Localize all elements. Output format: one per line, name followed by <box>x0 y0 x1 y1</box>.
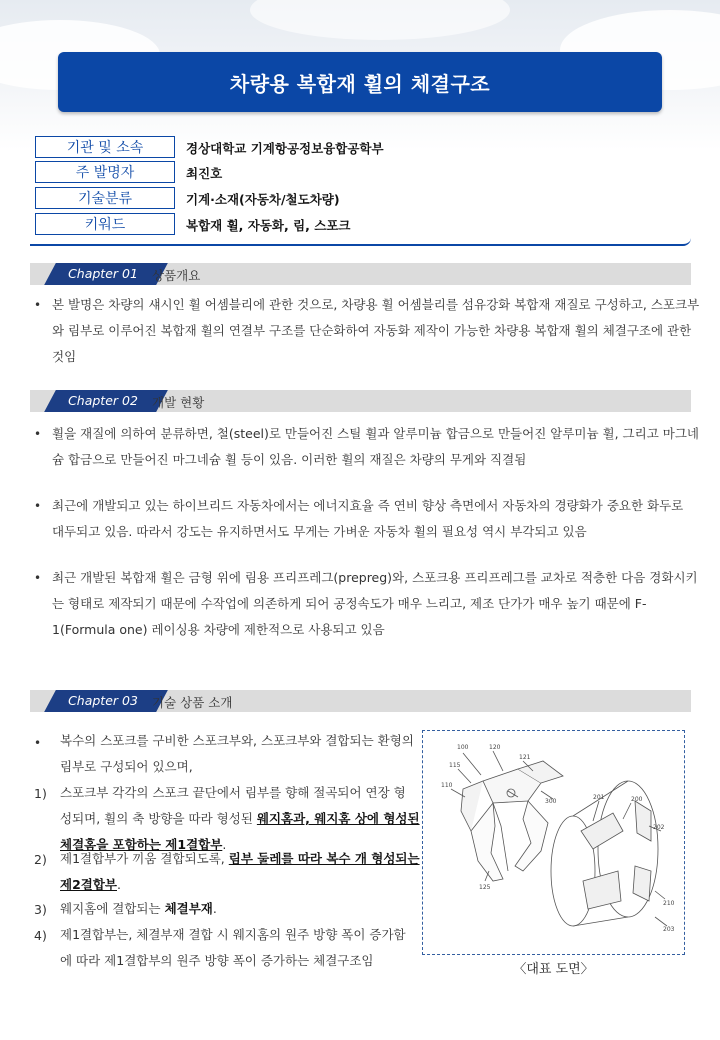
chapter-header <box>30 263 691 285</box>
text-run: . <box>117 877 121 892</box>
figure-label: 300 <box>545 798 557 805</box>
text-run: 성되며, 휠의 축 방향을 따라 형성된 <box>60 811 257 826</box>
title-banner <box>58 52 662 112</box>
text-line: 복수의 스포크를 구비한 스포크부와, 스포크부와 결합되는 환형의 <box>60 733 414 748</box>
info-label: 기술분류 <box>35 187 175 209</box>
emphasis-text: 체결부재 <box>164 901 213 916</box>
text-line <box>60 806 420 832</box>
list-number: 2) <box>34 852 47 867</box>
info-label: 주 발명자 <box>35 161 175 183</box>
paragraph <box>52 493 683 545</box>
paragraph <box>60 728 414 780</box>
figure-label: 210 <box>663 900 675 907</box>
chapter-number: Chapter 02 <box>68 393 138 408</box>
text-line: 1(Formula one) 레이싱용 차량에 제한적으로 사용되고 있음 <box>52 622 385 637</box>
cloud-decoration <box>250 0 510 40</box>
bullet-icon: • <box>34 736 42 750</box>
paragraph <box>52 421 699 473</box>
text-line: 스포크부 각각의 스포크 끝단에서 림부를 향해 절곡되어 연장 형 <box>60 785 406 800</box>
figure-label: 200 <box>631 796 643 803</box>
chapter-number: Chapter 01 <box>68 266 138 281</box>
wheel-assembly-drawing <box>423 731 684 954</box>
figure-label: 125 <box>479 884 491 891</box>
text-run: . <box>212 901 217 916</box>
list-number: 4) <box>34 928 47 943</box>
chapter-title: 개발 현황 <box>152 395 205 410</box>
text-run: 제1결합부가 끼움 결합되도록, <box>60 851 229 866</box>
text-line: 제1결합부는, 체결부재 결합 시 웨지홈의 원주 방향 폭이 증가함 <box>60 927 406 942</box>
list-item <box>60 896 217 922</box>
text-line: 슘 합금으로 만들어진 마그네슘 휠 등이 있음. 이러한 휠의 재질은 차량의 무게와 직결됨 <box>52 452 527 467</box>
bullet-icon: • <box>34 571 42 585</box>
info-value: 기계·소재(자동차/철도차량) <box>186 192 340 207</box>
bullet-icon: • <box>34 499 42 513</box>
figure-label: 115 <box>449 762 461 769</box>
page-title: 차량용 복합재 휠의 체결구조 <box>229 71 491 96</box>
figure-label: 110 <box>441 782 453 789</box>
text-line: 는 형태로 제작되기 때문에 수작업에 의존하게 되어 공정속도가 매우 느리고, 제조 단가가 매우 높기 때문에 F- <box>52 596 647 611</box>
list-item <box>60 922 406 974</box>
chapter-header <box>30 690 691 712</box>
text-line: 최근 개발된 복합재 휠은 금형 위에 림용 프리프레그(prepreg)와, 스포크용 프리프레그를 교차로 적층한 다음 경화시키 <box>52 570 698 585</box>
text-line: 와 림부로 이루어진 복합재 휠의 연결부 구조를 단순화하여 자동화 제작이 가능한 차량용 복합재 휠의 체결구조에 관한 <box>52 323 692 338</box>
text-line: 에 따라 제1결합부의 원주 방향 폭이 증가하는 체결구조임 <box>60 953 374 968</box>
text-line <box>60 896 217 922</box>
info-value: 복합재 휠, 자동화, 림, 스포크 <box>186 218 351 233</box>
chapter-title: 기술 상품 소개 <box>152 695 233 710</box>
emphasis-text: 림부 둘레를 따라 복수 개 형성되는 <box>228 851 420 866</box>
figure-label: 120 <box>489 744 501 751</box>
text-line: 대두되고 있음. 따라서 강도는 유지하면서도 무게는 가벼운 자동차 휠의 필요성 역시 부각되고 있음 <box>52 524 587 539</box>
figure-label: 100 <box>457 744 469 751</box>
figure-label: 121 <box>519 754 531 761</box>
text-run: 웨지홈에 결합되는 <box>60 901 165 916</box>
emphasis-text: 체결홈을 포함하는 제1결합부 <box>60 837 223 852</box>
emphasis-text: 제2결합부 <box>60 877 117 892</box>
list-item <box>60 846 420 898</box>
text-line: 것임 <box>52 349 77 364</box>
text-line: 본 발명은 차량의 섀시인 휠 어셈블리에 관한 것으로, 차량용 휠 어셈블리를 섬유강화 복합재 재질로 구성하고, 스포크부 <box>52 297 700 312</box>
text-line: 림부로 구성되어 있으며, <box>60 759 193 774</box>
info-table <box>30 131 691 246</box>
list-number: 3) <box>34 902 47 917</box>
paragraph <box>52 292 699 370</box>
bullet-icon: • <box>34 427 42 441</box>
info-value: 최진호 <box>186 166 223 181</box>
figure-label: 202 <box>653 824 665 831</box>
info-label: 키워드 <box>35 213 175 235</box>
figure-caption: 〈대표 도면〉 <box>513 962 594 977</box>
chapter-number: Chapter 03 <box>68 693 138 708</box>
figure-label: 201 <box>593 794 605 801</box>
paragraph <box>52 565 698 643</box>
emphasis-text: 웨지홈과, 웨지홈 상에 형성된 <box>256 811 420 826</box>
text-run: . <box>222 837 227 852</box>
text-line: 최근에 개발되고 있는 하이브리드 자동차에서는 에너지효율 즉 연비 향상 측면에서 자동차의 경량화가 중요한 화두로 <box>52 498 684 513</box>
list-number: 1) <box>34 786 47 801</box>
text-line <box>60 872 420 898</box>
info-label: 기관 및 소속 <box>35 136 175 158</box>
figure-label: 203 <box>663 926 675 933</box>
text-line: 휠을 재질에 의하여 분류하면, 철(steel)로 만들어진 스틸 휠과 알루미늄 합금으로 만들어진 알루미늄 휠, 그리고 마그네 <box>52 426 699 441</box>
representative-drawing <box>422 730 685 955</box>
bullet-icon: • <box>34 298 42 312</box>
chapter-title: 상품개요 <box>152 268 201 283</box>
chapter-header <box>30 390 691 412</box>
info-value: 경상대학교 기계항공정보융합공학부 <box>186 141 384 156</box>
text-line <box>60 846 420 872</box>
